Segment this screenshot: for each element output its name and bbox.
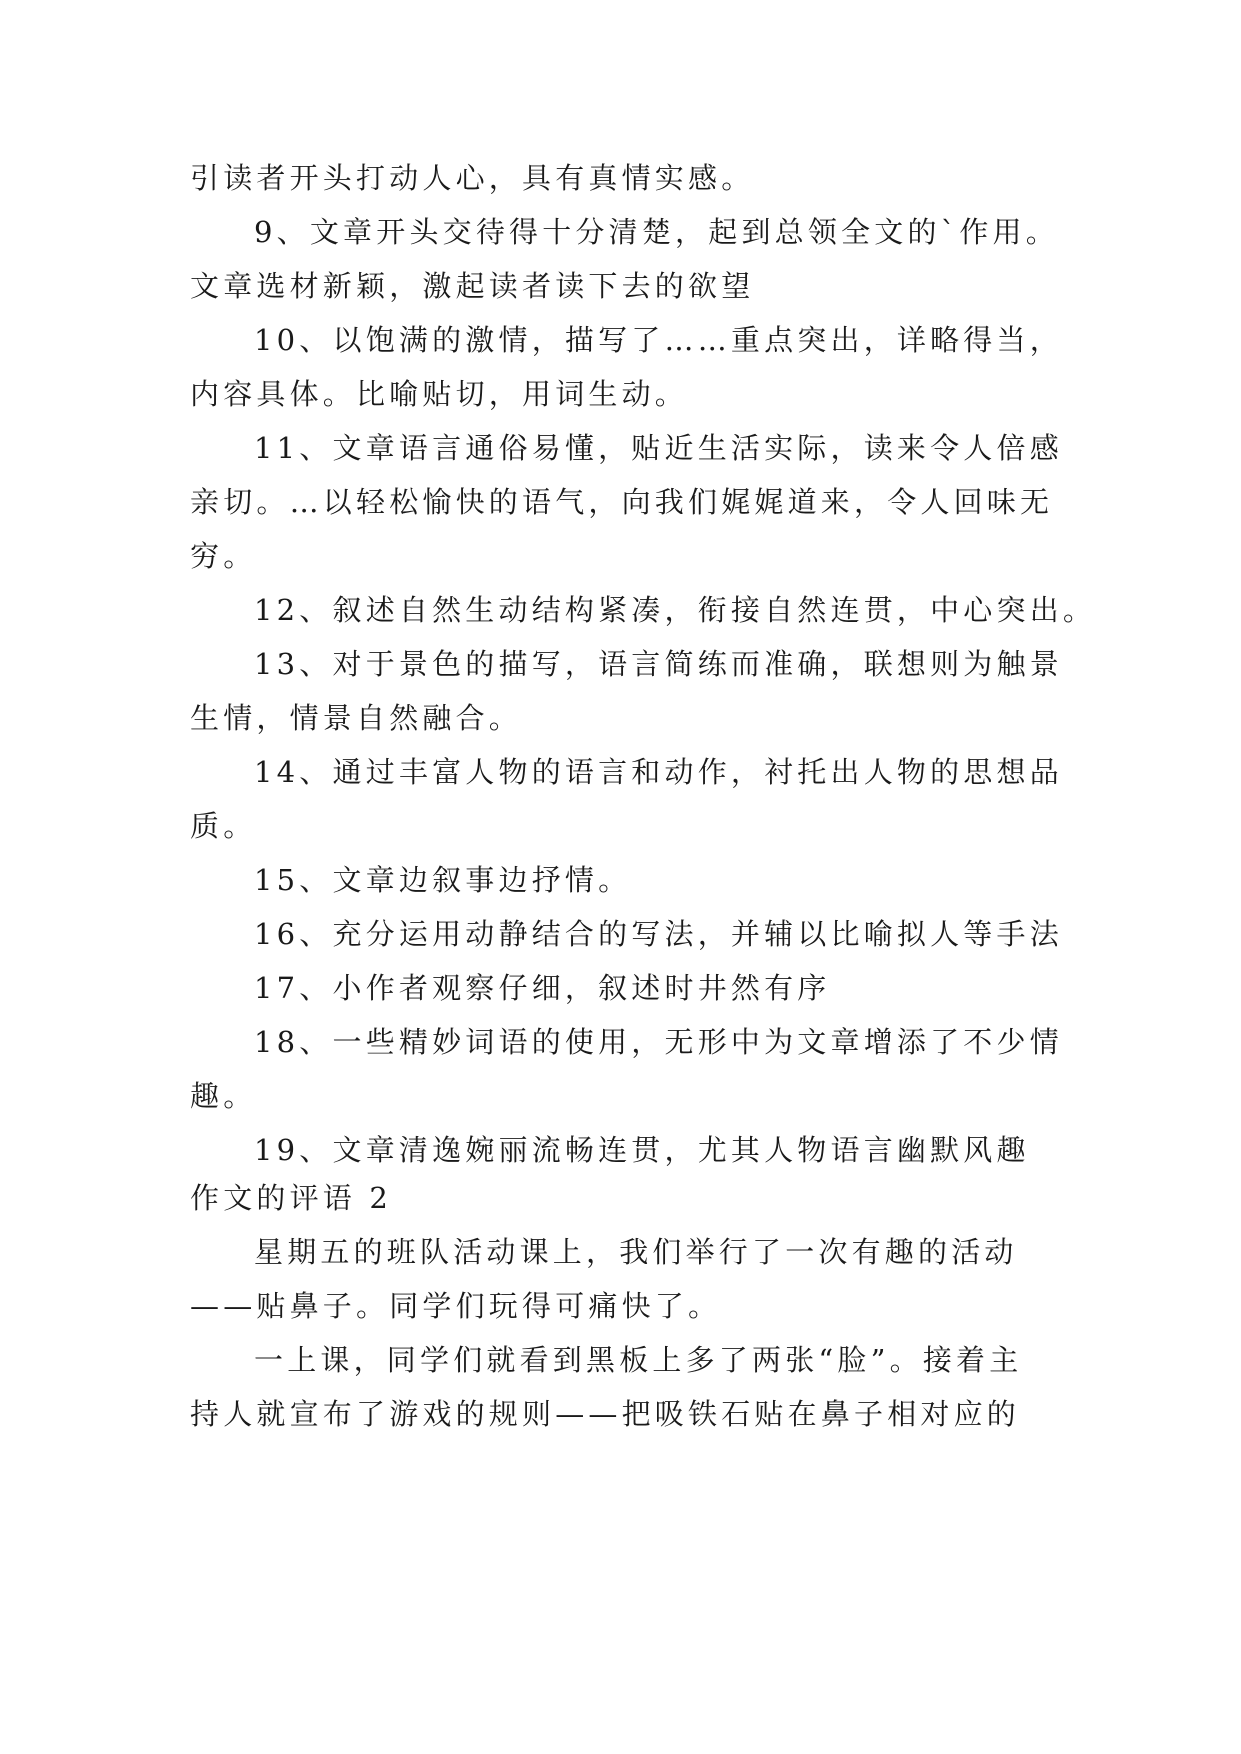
text-line: 10、以饱满的激情，描写了……重点突出，详略得当， xyxy=(254,323,1063,357)
text-line: 13、对于景色的描写，语言简练而准确，联想则为触景 xyxy=(254,647,1063,681)
text-line: 文章选材新颖，激起读者读下去的欲望 xyxy=(190,269,755,303)
text-line: 一上课，同学们就看到黑板上多了两张“脸”。接着主 xyxy=(254,1343,1023,1377)
text-line: ——贴鼻子。同学们玩得可痛快了。 xyxy=(190,1289,722,1323)
text-line: 16、充分运用动静结合的写法，并辅以比喻拟人等手法 xyxy=(254,917,1063,951)
text-line: 15、文章边叙事边抒情。 xyxy=(254,863,632,897)
section-heading: 作文的评语 2 xyxy=(190,1181,393,1215)
text-line: 12、叙述自然生动结构紧凑，衔接自然连贯，中心突出。 xyxy=(254,593,1097,627)
text-line: 亲切。…以轻松愉快的语气，向我们娓娓道来，令人回味无 xyxy=(190,485,1054,519)
text-line: 9、文章开头交待得十分清楚，起到总领全文的`作用。 xyxy=(254,215,1059,249)
text-line: 内容具体。比喻贴切，用词生动。 xyxy=(190,377,689,411)
text-line: 质。 xyxy=(190,809,257,843)
text-line: 持人就宣布了游戏的规则——把吸铁石贴在鼻子相对应的 xyxy=(190,1397,1021,1431)
text-line: 引读者开头打动人心，具有真情实感。 xyxy=(190,161,755,195)
text-line: 18、一些精妙词语的使用，无形中为文章增添了不少情 xyxy=(254,1025,1063,1059)
text-line: 星期五的班队活动课上，我们举行了一次有趣的活动 xyxy=(254,1235,1018,1269)
text-line: 17、小作者观察仔细，叙述时井然有序 xyxy=(254,971,831,1005)
text-line: 生情，情景自然融合。 xyxy=(190,701,523,735)
text-line: 穷。 xyxy=(190,539,257,573)
text-line: 14、通过丰富人物的语言和动作，衬托出人物的思想品 xyxy=(254,755,1063,789)
text-line: 19、文章清逸婉丽流畅连贯，尤其人物语言幽默风趣 xyxy=(254,1133,1030,1167)
text-line: 趣。 xyxy=(190,1079,257,1113)
text-line: 11、文章语言通俗易懂，贴近生活实际，读来令人倍感 xyxy=(254,431,1063,465)
